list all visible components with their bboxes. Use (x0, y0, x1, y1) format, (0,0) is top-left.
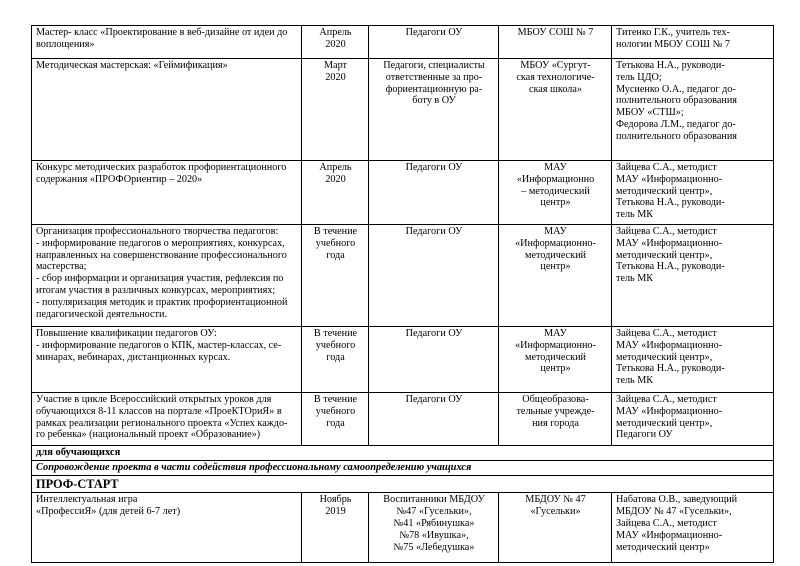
cell-line: тель МК (616, 209, 654, 221)
cell-line: ния города (532, 417, 579, 429)
cell-line: нологии МБОУ СОШ № 7 (616, 38, 730, 50)
cell-participants (369, 327, 499, 393)
cell-line: Ноябрь (319, 494, 352, 506)
cell-line: центр» (540, 197, 571, 209)
cell-line: итогам участия в различных конкурсах, мероприятиях; (36, 285, 276, 297)
cell-line: Конкурс методических разработок профориентационного (36, 162, 287, 173)
cell-line: боту в ОУ (412, 95, 456, 107)
cell-participants (369, 26, 499, 59)
cell-place (499, 327, 612, 393)
cell-participants (369, 493, 499, 563)
cell-place (499, 161, 612, 225)
cell-line: Интеллектуальная игра (36, 494, 138, 506)
cell-line: методический (525, 351, 586, 363)
table-row (32, 393, 774, 446)
cell-line: МБДОУ № 47 (525, 494, 586, 506)
cell-line: ответственные за про- (385, 71, 483, 83)
cell-date (302, 327, 369, 393)
cell-line: «Информационно- (515, 237, 596, 249)
cell-line: МАУ «Информационно- (616, 529, 723, 541)
cell-line: «Информационно (516, 173, 595, 185)
cell-line: года (326, 249, 345, 261)
cell-line: полнительного образования (616, 95, 737, 107)
cell-line: тель МК (616, 375, 654, 387)
cell-line: мастерства; (36, 261, 87, 273)
cell-line: ская школа» (528, 83, 582, 95)
cell-line: Зайцева С.А., методист (616, 518, 717, 530)
cell-line: В течение (313, 226, 358, 237)
table-row (32, 461, 774, 476)
cell-line: обучающихся 8-11 классов на портале «ПроеКТОриЯ» в (36, 405, 282, 417)
cell-line: МБОУ «Сургут- (520, 60, 591, 71)
cell-date (302, 161, 369, 225)
cell-line: №75 «Лебедушка» (393, 541, 475, 553)
cell-date (302, 225, 369, 327)
cell-line: Апрель (319, 162, 352, 173)
cell-line: рамках реализации регионального проекта «Успех каждо- (36, 417, 288, 429)
section-label-students: для обучающихся (32, 446, 774, 461)
cell-line: Организация профессионального творчества педагогов: (36, 226, 279, 237)
cell-line: учебного (315, 405, 356, 417)
cell-line: МАУ «Информационно- (616, 173, 723, 185)
table-row (32, 476, 774, 493)
cell-line: тель ЦДО; (616, 71, 662, 83)
cell-event (32, 493, 302, 563)
table-row (32, 59, 774, 161)
cell-line: «Информационно- (515, 339, 596, 351)
cell-line: Методическая мастерская: «Геймификация» (36, 60, 228, 71)
cell-line: В течение (313, 328, 358, 339)
cell-responsible (612, 493, 774, 563)
cell-line: Повышение квалификации педагогов ОУ: (36, 328, 217, 339)
cell-line: МАУ (544, 226, 567, 237)
cell-line: Март (324, 60, 347, 71)
cell-line: Федорова Л.М., педагог до- (616, 119, 736, 131)
section-subtitle: Сопровождение проекта в части содействия профессиональному самоопределению учащихся (32, 461, 774, 476)
cell-line: года (326, 417, 345, 429)
cell-line: тель МК (616, 273, 654, 285)
cell-line: Педагоги ОУ (616, 429, 673, 441)
cell-responsible (612, 393, 774, 446)
cell-line: фориентационную ра- (385, 83, 483, 95)
cell-line: Педагоги ОУ (405, 27, 463, 38)
cell-line: полнительного образования (616, 130, 737, 142)
cell-date (302, 59, 369, 161)
cell-line: 2020 (325, 38, 346, 50)
cell-line: МАУ (544, 162, 567, 173)
cell-date (302, 493, 369, 563)
cell-line: года (326, 351, 345, 363)
cell-line: методический центр», (616, 185, 713, 197)
cell-line: Педагоги ОУ (405, 328, 463, 339)
cell-place (499, 493, 612, 563)
cell-place (499, 26, 612, 59)
cell-line: - сбор информации и организация участия, рефлексия по (36, 273, 284, 285)
cell-line: МАУ «Информационно- (616, 405, 723, 417)
cell-line: Тетькова Н.А., руководи- (616, 197, 725, 209)
cell-line: Педагоги ОУ (405, 394, 463, 405)
cell-line: центр» (540, 261, 571, 273)
cell-line: Педагоги ОУ (405, 162, 463, 173)
cell-responsible (612, 26, 774, 59)
cell-line: Воспитанники МБДОУ (383, 494, 485, 506)
cell-line: 2020 (325, 71, 346, 83)
table-row (32, 26, 774, 59)
cell-participants (369, 225, 499, 327)
cell-line: МАУ «Информационно- (616, 339, 723, 351)
table-row (32, 327, 774, 393)
table-row (32, 161, 774, 225)
cell-event (32, 393, 302, 446)
cell-line: го ребенка» (национальный проект «Образование») (36, 429, 261, 441)
cell-line: содержания «ПРОФОриентир – 2020» (36, 173, 203, 185)
cell-line: - информирование педагогов о КПК, мастер-классах, се- (36, 339, 282, 351)
cell-event (32, 327, 302, 393)
cell-line: 2019 (325, 506, 346, 518)
cell-event (32, 59, 302, 161)
table-row (32, 493, 774, 563)
cell-line: МБОУ СОШ № 7 (517, 27, 594, 38)
cell-line: Зайцева С.А., методист (616, 162, 717, 173)
cell-line: - информирование педагогов о мероприятиях, конкурсах, (36, 237, 285, 249)
cell-line: Апрель (319, 27, 352, 38)
cell-event (32, 161, 302, 225)
cell-line: Педагоги ОУ (405, 226, 463, 237)
cell-place (499, 225, 612, 327)
cell-participants (369, 393, 499, 446)
cell-line: №41 «Рябинушка» (393, 518, 475, 530)
cell-line: Зайцева С.А., методист (616, 394, 717, 405)
cell-line: В течение (313, 394, 358, 405)
cell-line: Зайцева С.А., методист (616, 328, 717, 339)
cell-line: ская технологиче- (516, 71, 595, 83)
cell-line: МБДОУ № 47 «Гусельки», (616, 506, 732, 518)
cell-line: методический центр», (616, 417, 713, 429)
cell-date (302, 393, 369, 446)
cell-line: учебного (315, 339, 356, 351)
cell-line: направленных на совершенствование профессионального (36, 249, 287, 261)
cell-participants (369, 161, 499, 225)
cell-line: Набатова О.В., заведующий (616, 494, 738, 506)
cell-line: Мусиенко О.А., педагог до- (616, 83, 736, 95)
cell-place (499, 59, 612, 161)
cell-line: 2020 (325, 173, 346, 185)
cell-line: - популяризация методик и практик профориентационной (36, 296, 288, 308)
cell-line: Титенко Г.К., учитель тех- (616, 27, 730, 38)
cell-line: «Гусельки» (530, 506, 581, 518)
cell-line: методический центр» (616, 541, 710, 553)
cell-responsible (612, 225, 774, 327)
cell-line: «ПрофессиЯ» (для детей 6-7 лет) (36, 506, 181, 518)
cell-line: учебного (315, 237, 356, 249)
cell-line: методический центр», (616, 351, 713, 363)
cell-line: №78 «Ивушка», (399, 529, 469, 541)
section-heading-prof-start: ПРОФ-СТАРТ (32, 476, 774, 493)
cell-place (499, 393, 612, 446)
cell-line: МБОУ «СТШ»; (616, 107, 684, 119)
cell-line: центр» (540, 363, 571, 375)
cell-participants (369, 59, 499, 161)
cell-line: воплощения» (36, 38, 95, 50)
cell-line: МАУ (544, 328, 567, 339)
table-row (32, 446, 774, 461)
cell-line: Педагоги, специалисты (383, 60, 485, 71)
cell-event (32, 225, 302, 327)
cell-line: Общеобразова- (522, 394, 589, 405)
cell-date (302, 26, 369, 59)
cell-line: методический центр», (616, 249, 713, 261)
table-body (32, 26, 774, 563)
cell-line: Тетькова Н.А., руководи- (616, 261, 725, 273)
cell-responsible (612, 59, 774, 161)
cell-line: педагогической деятельности. (36, 308, 168, 320)
cell-responsible (612, 327, 774, 393)
cell-line: МАУ «Информационно- (616, 237, 723, 249)
cell-line: №47 «Гусельки», (396, 506, 472, 518)
cell-line: – методический (521, 185, 590, 197)
cell-line: тельные учрежде- (516, 405, 595, 417)
cell-event (32, 26, 302, 59)
activity-plan-table (31, 25, 774, 563)
cell-responsible (612, 161, 774, 225)
cell-line: Тетькова Н.А., руководи- (616, 60, 725, 71)
table-row (32, 225, 774, 327)
cell-line: минарах, вебинарах, дистанционных курсах. (36, 351, 231, 363)
cell-line: Зайцева С.А., методист (616, 226, 717, 237)
cell-line: Тетькова Н.А., руководи- (616, 363, 725, 375)
cell-line: Участие в цикле Всероссийский открытых уроков для (36, 394, 272, 405)
cell-line: Мастер- класс «Проектирование в веб-дизайне от идеи до (36, 27, 288, 38)
cell-line: методический (525, 249, 586, 261)
